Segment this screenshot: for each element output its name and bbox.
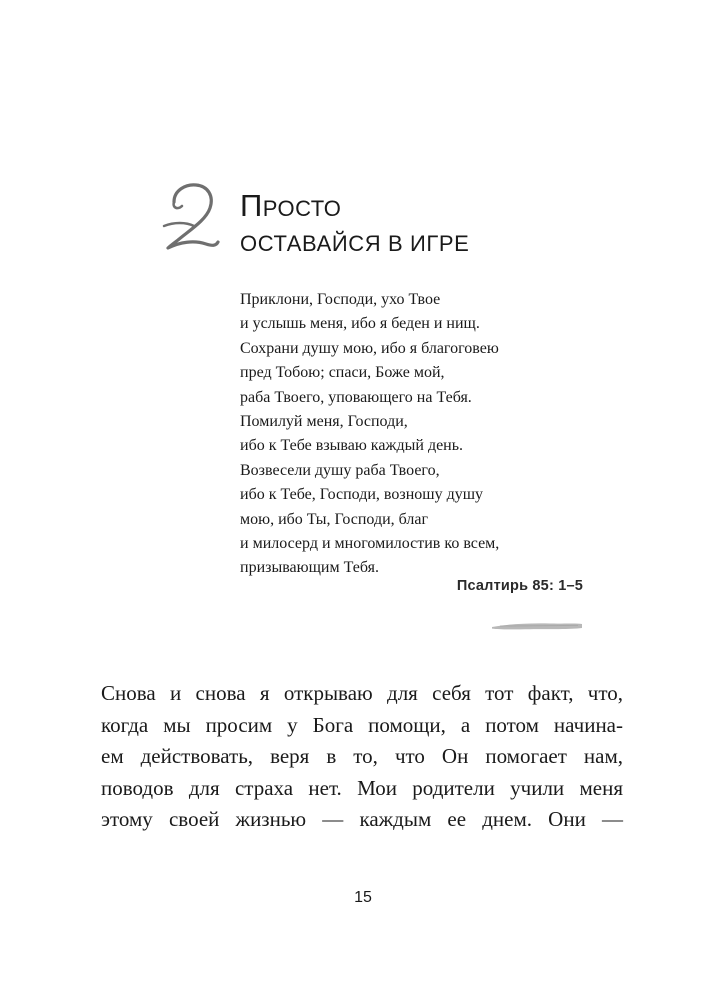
page-number: 15 xyxy=(354,889,372,906)
body-line: поводов для страха нет. Мои родители учили меня xyxy=(101,775,623,800)
chapter-numeral-glyph xyxy=(160,180,222,252)
chapter-title-line1: Просто xyxy=(240,188,342,223)
body-text xyxy=(101,678,623,836)
body-line: Снова и снова я открываю для себя тот факт, что, xyxy=(101,681,623,705)
epigraph-line: Приклони, Господи, ухо Твое xyxy=(240,291,441,308)
epigraph-line: мою, ибо Ты, Господи, благ xyxy=(240,510,429,528)
epigraph-line: и милосерд и многомилостив ко всем, xyxy=(240,535,500,553)
body-line: ем действовать, веря в то, что Он помогает нам, xyxy=(101,744,623,769)
epigraph-line: Возвесели душу раба Твоего, xyxy=(240,461,440,479)
epigraph xyxy=(240,288,585,581)
brush-stroke-divider xyxy=(490,619,584,631)
epigraph-line: ибо к Тебе, Господи, возношу душу xyxy=(240,486,484,504)
epigraph-line: раба Твоего, уповающего на Тебя. xyxy=(240,388,472,406)
epigraph-line: пред Тобою; спаси, Боже мой, xyxy=(240,364,445,382)
epigraph-line: ибо к Тебе взываю каждый день. xyxy=(240,437,464,455)
epigraph-line: Помилуй меня, Господи, xyxy=(240,413,408,431)
chapter-title-line2: ОСТАВАЙСЯ В ИГРЕ xyxy=(240,231,470,256)
epigraph-line: Сохрани душу мою, ибо я благоговею xyxy=(240,339,499,357)
epigraph-line: и услышь меня, ибо я беден и нищ. xyxy=(240,315,480,333)
body-line: когда мы просим у Бога помощи, а потом начина- xyxy=(101,712,623,737)
epigraph-citation: Псалтирь 85: 1–5 xyxy=(456,578,583,594)
chapter-number xyxy=(160,180,222,252)
epigraph-line: призывающим Тебя. xyxy=(240,559,379,577)
chapter-title xyxy=(240,190,469,255)
body-line: этому своей жизнью — каждым ее днем. Они — xyxy=(101,807,623,832)
